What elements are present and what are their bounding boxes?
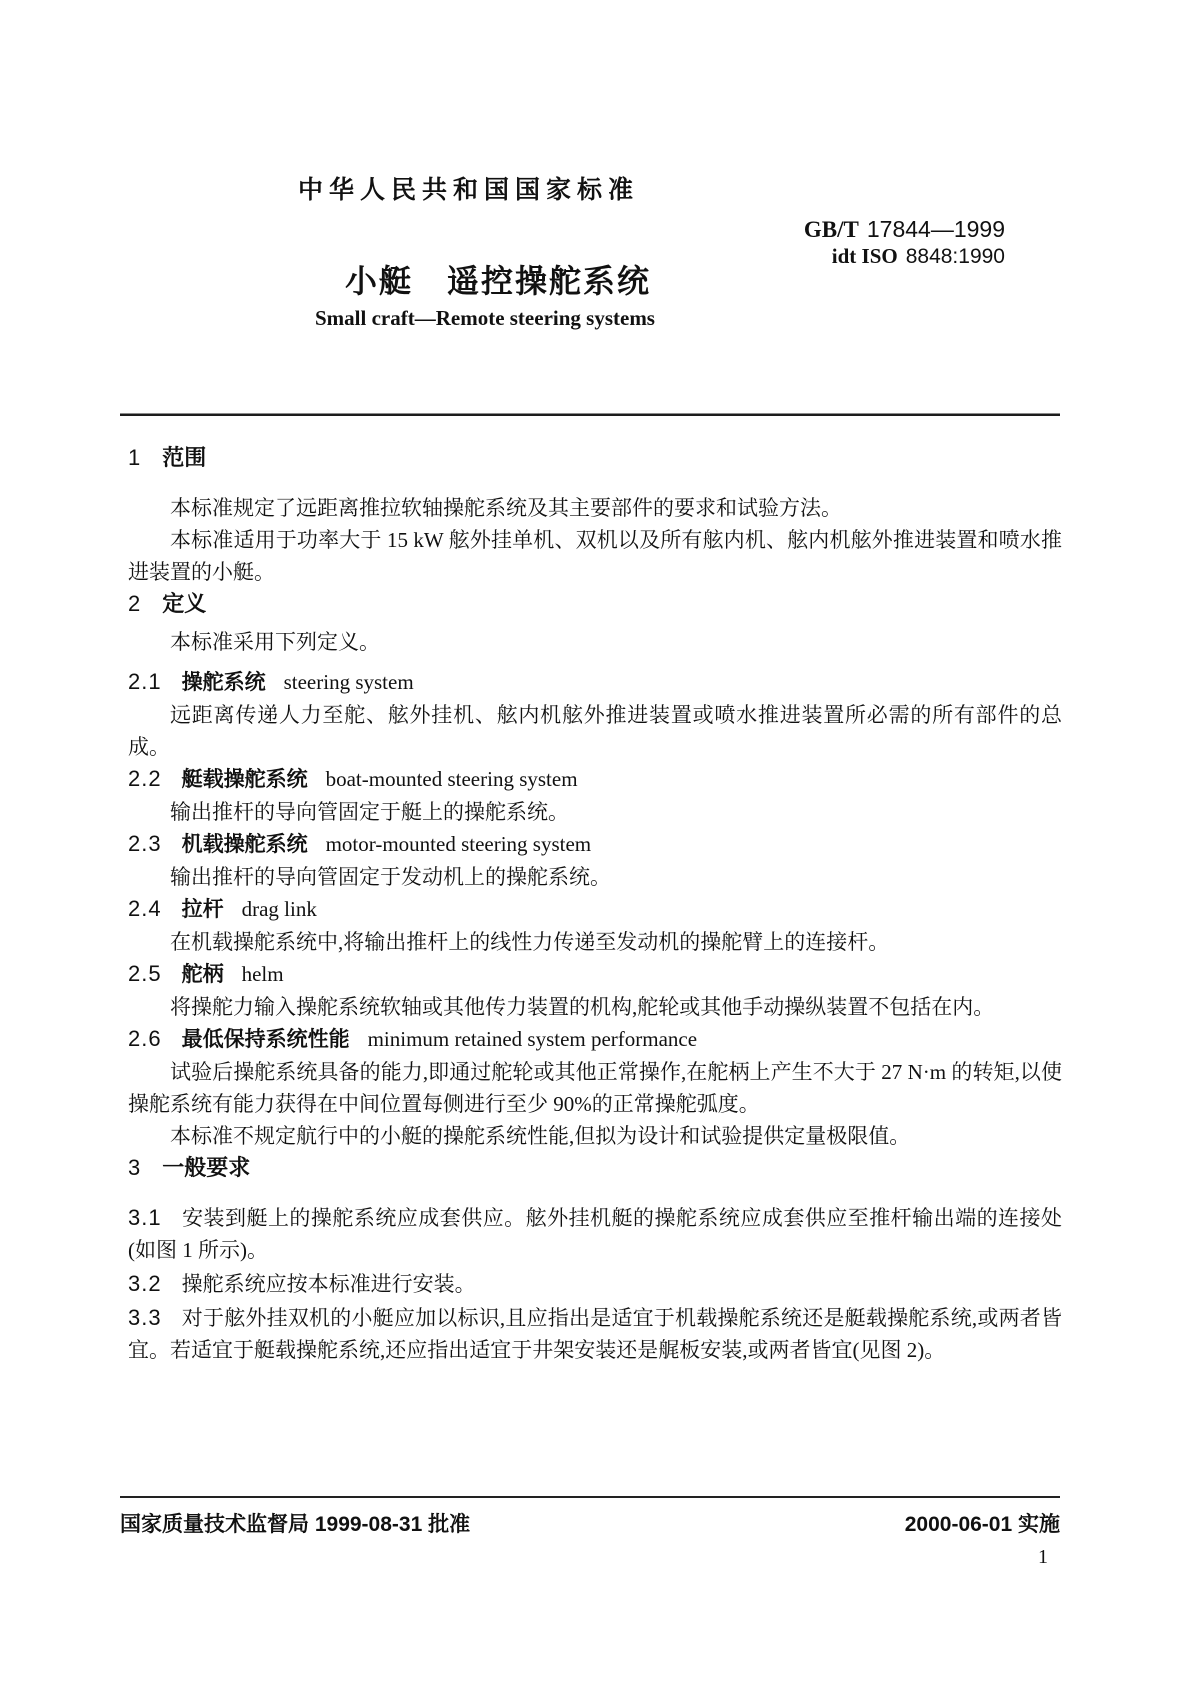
definition-item — [128, 958, 1062, 1023]
definition-term — [128, 893, 1062, 926]
section-number: 1 — [128, 445, 141, 470]
definitions-intro: 本标准采用下列定义。 — [170, 630, 380, 654]
definition-body: 本标准不规定航行中的小艇的操舵系统性能,但拟为设计和试验提供定量极限值。 — [170, 1124, 911, 1148]
clause-number: 3.2 — [128, 1271, 162, 1296]
definition-body: 在机载操舵系统中,将输出推杆上的线性力传递至发动机的操舵臂上的连接杆。 — [170, 930, 890, 954]
standard-code-prefix: GB/T — [803, 217, 859, 242]
definition-item — [128, 666, 1062, 763]
term-zh: 最低保持系统性能 — [181, 1028, 350, 1051]
clause-number: 3.1 — [128, 1205, 162, 1230]
section-heading-general-requirements — [128, 1152, 1062, 1184]
document-body — [128, 442, 1062, 1366]
definition-item — [128, 1023, 1062, 1152]
document-title-en: Small craft—Remote steering systems — [315, 306, 655, 330]
clause-number: 2.1 — [128, 669, 162, 694]
definition-body: 输出推杆的导向管固定于艇上的操舵系统。 — [170, 800, 569, 824]
clause-body: 对于舷外挂双机的小艇应加以标识,且应指出是适宜于机载操舵系统还是艇载操舵系统,或两者皆宜。若适宜于艇载操舵系统,还应指出适宜于井架安装还是艉板安装,或两者皆宜(见图 2)。 — [128, 1306, 1062, 1362]
section-number: 2 — [128, 591, 141, 616]
standard-code-block — [804, 216, 1005, 270]
idt-number: 8848:1990 — [905, 245, 1005, 268]
term-zh: 操舵系统 — [181, 671, 266, 694]
clause-item — [128, 1268, 1062, 1300]
header-divider — [120, 413, 1060, 416]
clause-item — [128, 1202, 1062, 1266]
section-title: 范围 — [162, 445, 207, 470]
section-heading-scope — [128, 442, 1062, 474]
footer — [120, 1496, 1060, 1538]
definition-body: 试验后操舵系统具备的能力,即通过舵轮或其他正常操作,在舵柄上产生不大于 27 N·m 的转矩,以使操舵系统有能力获得在中间位置每侧进行至少 90%的正常操舵弧度。 — [128, 1060, 1062, 1116]
idt-iso-reference — [804, 243, 1005, 270]
section-heading-definitions — [128, 588, 1062, 620]
term-zh: 机载操舵系统 — [181, 833, 308, 856]
scope-paragraph: 本标准适用于功率大于 15 kW 舷外挂单机、双机以及所有舷内机、舷内机舷外推进装置和喷水推进装置的小艇。 — [128, 528, 1062, 584]
section-title: 定义 — [162, 591, 207, 616]
definition-item — [128, 828, 1062, 893]
national-standard-label: 中华人民共和国国家标准 — [298, 176, 640, 204]
definitions-list — [128, 666, 1062, 1152]
idt-prefix: idt ISO — [831, 244, 898, 268]
clause-number: 3.3 — [128, 1305, 162, 1330]
clause-number: 2.5 — [128, 961, 162, 986]
term-zh: 舵柄 — [181, 963, 224, 986]
implementation-statement: 2000-06-01 实施 — [904, 1513, 1060, 1536]
section-number: 3 — [128, 1155, 141, 1180]
definition-item — [128, 763, 1062, 828]
approval-statement: 国家质量技术监督局 1999-08-31 批准 — [120, 1513, 471, 1536]
standard-code — [804, 216, 1005, 243]
clause-body: 操舵系统应按本标准进行安装。 — [181, 1272, 476, 1296]
definition-body: 将操舵力输入操舵系统软轴或其他传力装置的机构,舵轮或其他手动操纵装置不包括在内。 — [170, 995, 995, 1019]
clause-number: 2.4 — [128, 896, 162, 921]
standard-code-number: 17844—1999 — [866, 216, 1005, 242]
definition-term — [128, 666, 1062, 699]
definition-term — [128, 958, 1062, 991]
clause-number: 2.2 — [128, 766, 162, 791]
definition-term — [128, 828, 1062, 861]
term-en: drag link — [241, 897, 317, 921]
definition-item — [128, 893, 1062, 958]
definition-term — [128, 763, 1062, 796]
page-number: 1 — [1038, 1546, 1048, 1568]
term-en: minimum retained system performance — [367, 1027, 698, 1051]
clause-body: 安装到艇上的操舵系统应成套供应。舷外挂机艇的操舵系统应成套供应至推杆输出端的连接处(如图 1 所示)。 — [128, 1206, 1062, 1262]
scope-paragraph: 本标准规定了远距离推拉软轴操舵系统及其主要部件的要求和试验方法。 — [170, 496, 842, 520]
clause-number: 2.6 — [128, 1026, 162, 1051]
clause-number: 2.3 — [128, 831, 162, 856]
term-en: steering system — [283, 670, 414, 694]
term-en: motor-mounted steering system — [325, 832, 592, 856]
definition-term — [128, 1023, 1062, 1056]
clauses-list — [128, 1202, 1062, 1366]
section-title: 一般要求 — [162, 1155, 251, 1180]
definition-body: 输出推杆的导向管固定于发动机上的操舵系统。 — [170, 865, 611, 889]
term-zh: 拉杆 — [181, 898, 224, 921]
definition-body: 远距离传递人力至舵、舷外挂机、舷内机舷外推进装置或喷水推进装置所必需的所有部件的总成。 — [128, 703, 1062, 759]
term-en: helm — [241, 962, 284, 986]
clause-item — [128, 1302, 1062, 1366]
term-en: boat-mounted steering system — [325, 767, 578, 791]
document-title-zh: 小艇 遥控操舵系统 — [345, 263, 652, 299]
term-zh: 艇载操舵系统 — [181, 768, 308, 791]
